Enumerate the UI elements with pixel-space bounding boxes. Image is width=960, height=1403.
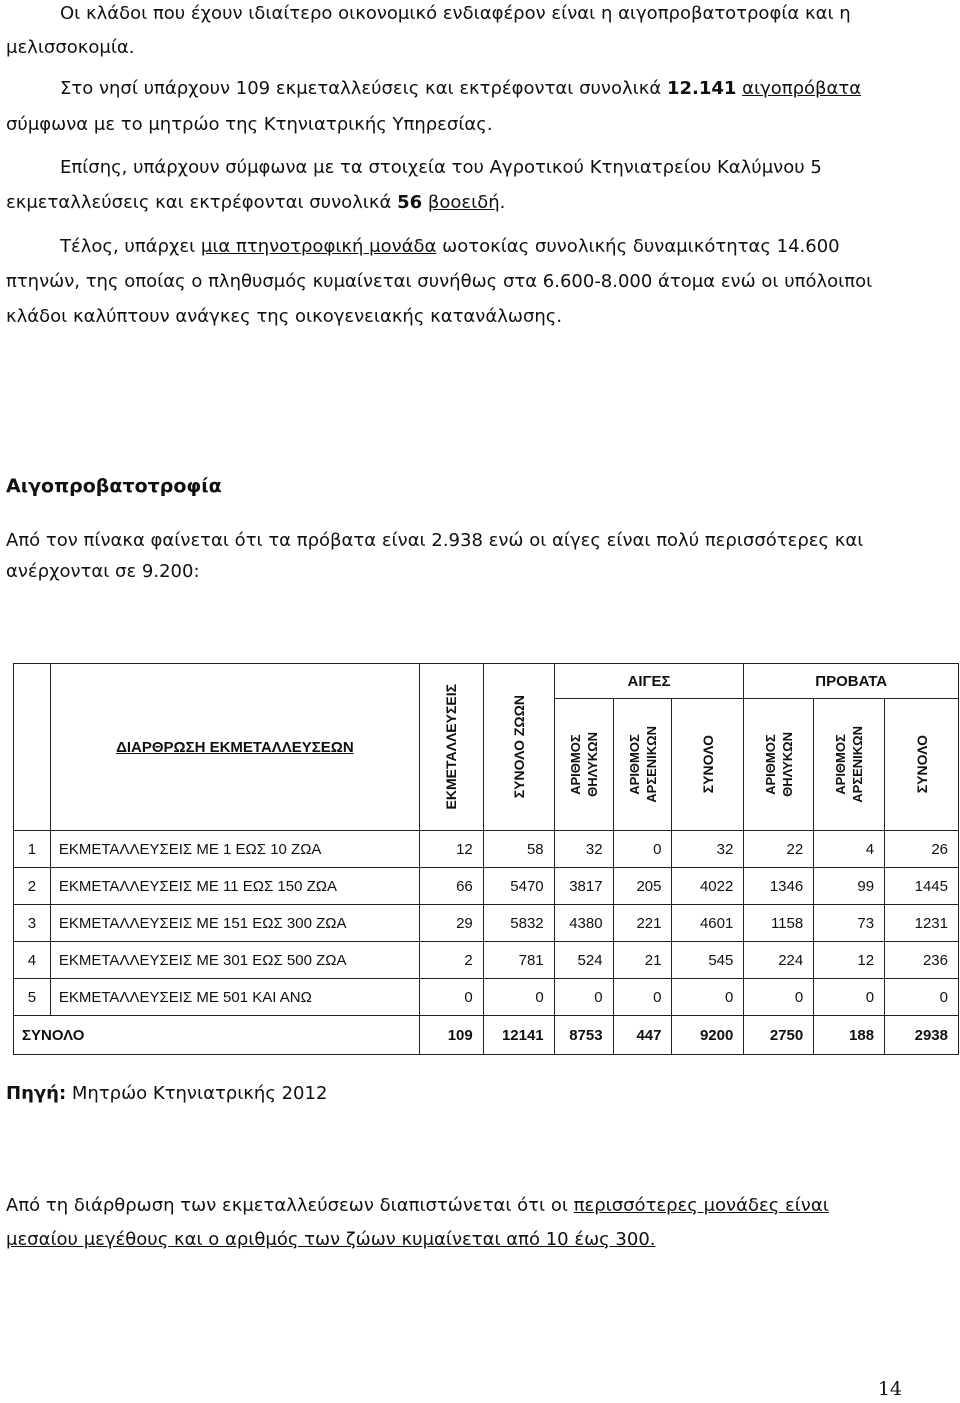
cell-sheep-female: 0 — [744, 979, 814, 1016]
cell-goats-male: 0 — [613, 979, 672, 1016]
cell-goats-male: 0 — [613, 831, 672, 868]
total-animals: 12141 — [483, 1016, 554, 1055]
row-label: ΕΚΜΕΤΑΛΛΕΥΣΕΙΣ ΜΕ 301 ΕΩΣ 500 ΖΩΑ — [50, 942, 419, 979]
paragraph-sectors — [60, 0, 903, 34]
cell-sheep-total: 1231 — [885, 905, 959, 942]
cattle-count: 56 — [397, 192, 423, 213]
cattle-text: βοοειδή — [427, 192, 500, 213]
group-sheep: ΠΡΟΒΑΤΑ — [744, 664, 959, 699]
sheep-male-label: ΑΡΙΘΜΟΣ ΑΡΣΕΝΙΚΩΝ — [833, 726, 866, 803]
paragraph-poultry — [60, 227, 910, 267]
cell-animals: 5470 — [483, 868, 554, 905]
section-heading: Αιγοπροβατοτροφία — [6, 475, 222, 497]
paragraph-cattle-cont — [6, 183, 505, 223]
text: μελισσοκομία. — [6, 37, 135, 58]
cell-goats-total: 4022 — [672, 868, 744, 905]
text: Από τη διάρθρωση των εκμεταλλεύσεων διαπιστώνεται ότι οι — [6, 1195, 574, 1216]
table-source — [6, 1078, 327, 1110]
table-title: ΔΙΑΡΘΡΩΣΗ ΕΚΜΕΤΑΛΛΕΥΣΕΩΝ — [50, 664, 419, 831]
paragraph-cattle — [60, 148, 903, 188]
paragraph-poultry-line3 — [6, 297, 562, 337]
table-row — [14, 979, 959, 1016]
cell-animals: 5832 — [483, 905, 554, 942]
cell-sheep-male: 12 — [814, 942, 885, 979]
cell-sheep-total: 26 — [885, 831, 959, 868]
text: Στο νησί υπάρχουν 109 εκμεταλλεύσεις και εκτρέφονται συνολικά — [60, 78, 667, 99]
cell-holdings: 29 — [419, 905, 483, 942]
total-goats: 9200 — [672, 1016, 744, 1055]
header-sheep-male — [814, 699, 885, 831]
cell-holdings: 66 — [419, 868, 483, 905]
conclusion-emphasis-1: περισσότερες μονάδες είναι — [573, 1195, 829, 1216]
cell-animals: 0 — [483, 979, 554, 1016]
row-index: 3 — [14, 905, 51, 942]
text: Επίσης, υπάρχουν σύμφωνα με τα στοιχεία του Αγροτικού Κτηνιατρείου Καλύμνου 5 — [60, 157, 822, 178]
cell-sheep-total: 236 — [885, 942, 959, 979]
cell-animals: 58 — [483, 831, 554, 868]
source-text: Μητρώο Κτηνιατρικής 2012 — [66, 1083, 328, 1104]
cell-animals: 781 — [483, 942, 554, 979]
cell-sheep-male: 0 — [814, 979, 885, 1016]
header-sheep-female — [744, 699, 814, 831]
cell-sheep-total: 0 — [885, 979, 959, 1016]
header-holdings-label: ΕΚΜΕΤΑΛΛΕΥΣΕΙΣ — [443, 684, 460, 810]
conclusion-line2 — [6, 1220, 656, 1260]
intro-line2 — [6, 552, 200, 592]
cell-sheep-total: 1445 — [885, 868, 959, 905]
row-label: ΕΚΜΕΤΑΛΛΕΥΣΕΙΣ ΜΕ 501 ΚΑΙ ΑΝΩ — [50, 979, 419, 1016]
text: . — [499, 192, 506, 213]
goats-sheep-link-text: αιγοπρόβατα — [742, 78, 862, 99]
total-holdings: 109 — [419, 1016, 483, 1055]
paragraph-sheep-goats — [60, 69, 910, 109]
header-goats-female — [554, 699, 613, 831]
row-index: 5 — [14, 979, 51, 1016]
cell-sheep-male: 73 — [814, 905, 885, 942]
cell-goats-female: 524 — [554, 942, 613, 979]
cell-goats-total: 0 — [672, 979, 744, 1016]
goats-male-label: ΑΡΙΘΜΟΣ ΑΡΣΕΝΙΚΩΝ — [626, 726, 659, 803]
text: εκμεταλλεύσεις και εκτρέφονται συνολικά — [6, 192, 398, 213]
header-total-animals — [483, 664, 554, 831]
cell-sheep-female: 1158 — [744, 905, 814, 942]
total-sheep-female: 2750 — [744, 1016, 814, 1055]
row-label: ΕΚΜΕΤΑΛΛΕΥΣΕΙΣ ΜΕ 1 ΕΩΣ 10 ΖΩΑ — [50, 831, 419, 868]
cell-sheep-male: 4 — [814, 831, 885, 868]
sheep-female-label: ΑΡΙΘΜΟΣ ΘΗΛΥΚΩΝ — [762, 732, 795, 797]
page-number: 14 — [877, 1378, 902, 1400]
text: πτηνών, της οποίας ο πληθυσμός κυμαίνεται συνήθως στα 6.600-8.000 άτομα ενώ οι υπόλοιποι — [6, 271, 873, 292]
goats-sheep-count: 12.141 — [666, 78, 737, 99]
cell-sheep-female: 1346 — [744, 868, 814, 905]
row-index: 2 — [14, 868, 51, 905]
goats-female-label: ΑΡΙΘΜΟΣ ΘΗΛΥΚΩΝ — [567, 732, 600, 797]
row-index: 1 — [14, 831, 51, 868]
table-row — [14, 942, 959, 979]
cell-goats-total: 32 — [672, 831, 744, 868]
cell-holdings: 12 — [419, 831, 483, 868]
cell-goats-male: 221 — [613, 905, 672, 942]
conclusion-emphasis-2: μεσαίου μεγέθους και ο αριθμός των ζώων κυμαίνεται από 10 έως 300. — [6, 1229, 656, 1250]
total-sheep: 2938 — [885, 1016, 959, 1055]
text: σύμφωνα με το μητρώο της Κτηνιατρικής Υπηρεσίας. — [6, 114, 493, 135]
total-label: ΣΥΝΟΛΟ — [14, 1016, 420, 1055]
header-row-groups — [14, 664, 959, 699]
cell-sheep-male: 99 — [814, 868, 885, 905]
cell-goats-female: 32 — [554, 831, 613, 868]
cell-goats-female: 3817 — [554, 868, 613, 905]
cell-holdings: 2 — [419, 942, 483, 979]
text: Οι κλάδοι που έχουν ιδιαίτερο οικονομικό ενδιαφέρον είναι η αιγοπροβατοτροφία και η — [60, 3, 851, 24]
source-label: Πηγή: — [6, 1083, 67, 1104]
text: ανέρχονται σε 9.200: — [6, 561, 200, 582]
cell-goats-male: 205 — [613, 868, 672, 905]
total-sheep-male: 188 — [814, 1016, 885, 1055]
row-label: ΕΚΜΕΤΑΛΛΕΥΣΕΙΣ ΜΕ 151 ΕΩΣ 300 ΖΩΑ — [50, 905, 419, 942]
cell-goats-male: 21 — [613, 942, 672, 979]
holdings-structure-table — [13, 663, 959, 1055]
header-goats-total — [672, 699, 744, 831]
cell-goats-total: 545 — [672, 942, 744, 979]
header-index-cell — [14, 664, 51, 831]
goats-total-label: ΣΥΝΟΛΟ — [699, 735, 716, 794]
text: Τέλος, υπάρχει — [60, 236, 201, 257]
cell-sheep-female: 224 — [744, 942, 814, 979]
text: Από τον πίνακα φαίνεται ότι τα πρόβατα είναι 2.938 ενώ οι αίγες είναι πολύ περισσότερες και — [6, 530, 864, 551]
cell-goats-female: 0 — [554, 979, 613, 1016]
paragraph-sheep-goats-cont — [6, 105, 493, 145]
total-goats-female: 8753 — [554, 1016, 613, 1055]
row-label: ΕΚΜΕΤΑΛΛΕΥΣΕΙΣ ΜΕ 11 ΕΩΣ 150 ΖΩΑ — [50, 868, 419, 905]
paragraph-poultry-line2 — [6, 262, 872, 302]
header-total-animals-label: ΣΥΝΟΛΟ ΖΩΩΝ — [510, 695, 527, 799]
row-index: 4 — [14, 942, 51, 979]
cell-goats-total: 4601 — [672, 905, 744, 942]
paragraph-sectors-cont — [6, 28, 135, 68]
table-row — [14, 831, 959, 868]
header-sheep-total — [885, 699, 959, 831]
cell-holdings: 0 — [419, 979, 483, 1016]
group-goats: ΑΙΓΕΣ — [554, 664, 744, 699]
poultry-unit-text: μια πτηνοτροφική μονάδα — [200, 236, 437, 257]
header-goats-male — [613, 699, 672, 831]
table-row — [14, 905, 959, 942]
table-total-row — [14, 1016, 959, 1055]
text: κλάδοι καλύπτουν ανάγκες της οικογενειακής κατανάλωσης. — [6, 306, 563, 327]
total-goats-male: 447 — [613, 1016, 672, 1055]
cell-sheep-female: 22 — [744, 831, 814, 868]
cell-goats-female: 4380 — [554, 905, 613, 942]
sheep-total-label: ΣΥΝΟΛΟ — [913, 735, 930, 794]
table-row — [14, 868, 959, 905]
text: ωοτοκίας συνολικής δυναμικότητας 14.600 — [436, 236, 840, 257]
header-holdings — [419, 664, 483, 831]
